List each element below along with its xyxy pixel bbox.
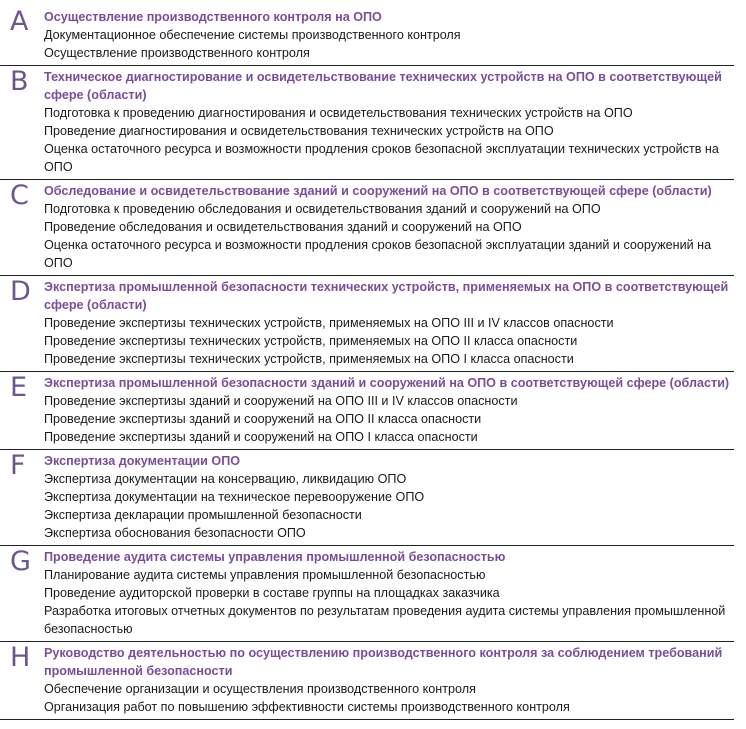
section-f (0, 450, 734, 546)
section-letter: A (10, 6, 29, 37)
list-item: Организация работ по повышению эффективности системы производственного контроля (44, 700, 570, 714)
list-item: Проведение экспертизы зданий и сооружений на ОПО II класса опасности (44, 412, 482, 426)
section-letter: F (10, 450, 26, 481)
section-letter: G (10, 546, 31, 577)
section-h (0, 642, 734, 720)
section-heading: Экспертиза промышленной безопасности технических устройств, применяемых на ОПО в соответствующей сфере (области) (44, 280, 729, 312)
section-letter: B (10, 66, 29, 97)
list-item: Подготовка к проведению обследования и освидетельствования зданий и сооружений на ОПО (44, 202, 601, 216)
section-g (0, 546, 734, 642)
section-heading: Проведение аудита системы управления промышленной безопасностью (44, 550, 506, 564)
list-item: Проведение экспертизы зданий и сооружений на ОПО III и IV классов опасности (44, 394, 518, 408)
section-letter: E (10, 372, 28, 403)
section-heading: Осуществление производственного контроля на ОПО (44, 10, 382, 24)
list-item: Обеспечение организации и осуществления производственного контроля (44, 682, 476, 696)
list-item: Проведение экспертизы технических устройств, применяемых на ОПО I класса опасности (44, 352, 574, 366)
section-e (0, 372, 734, 450)
list-item: Проведение экспертизы технических устройств, применяемых на ОПО III и IV классов опасности (44, 316, 614, 330)
list-item: Оценка остаточного ресурса и возможности продления сроков безопасной эксплуатации зданий и сооружений на ОПО (44, 238, 712, 270)
list-item: Экспертиза обоснования безопасности ОПО (44, 526, 306, 540)
list-item: Экспертиза документации на техническое перевооружение ОПО (44, 490, 425, 504)
section-letter: C (10, 180, 29, 211)
list-item: Оценка остаточного ресурса и возможности продления сроков безопасной эксплуатации технических устройств на ОПО (44, 142, 719, 174)
list-item: Подготовка к проведению диагностирования и освидетельствования технических устройств на ОПО (44, 106, 633, 120)
list-item: Планирование аудита системы управления промышленной безопасностью (44, 568, 486, 582)
list-item: Разработка итоговых отчетных документов по результатам проведения аудита системы управления промышленной безопасностью (44, 604, 726, 636)
list-item: Осуществление производственного контроля (44, 46, 310, 60)
section-d (0, 276, 734, 372)
section-b (0, 66, 734, 180)
section-a (0, 6, 734, 66)
list-item: Проведение диагностирования и освидетельствования технических устройств на ОПО (44, 124, 554, 138)
list-item: Проведение экспертизы зданий и сооружений на ОПО I класса опасности (44, 430, 478, 444)
section-heading: Руководство деятельностью по осуществлению производственного контроля за соблюдением требований промышленной безопасности (44, 646, 723, 678)
section-heading: Экспертиза документации ОПО (44, 454, 241, 468)
section-heading: Обследование и освидетельствование зданий и сооружений на ОПО в соответствующей сфере (области) (44, 184, 712, 198)
section-heading: Экспертиза промышленной безопасности зданий и сооружений на ОПО в соответствующей сфере (области) (44, 376, 730, 390)
list-item: Проведение аудиторской проверки в составе группы на площадках заказчика (44, 586, 500, 600)
section-letter: D (10, 276, 31, 307)
list-item: Проведение обследования и освидетельствования зданий и сооружений на ОПО (44, 220, 522, 234)
section-heading: Техническое диагностирование и освидетельствование технических устройств на ОПО в соответствующей сфере (области) (44, 70, 722, 102)
list-item: Экспертиза документации на консервацию, ликвидацию ОПО (44, 472, 407, 486)
list-item: Экспертиза декларации промышленной безопасности (44, 508, 362, 522)
section-c (0, 180, 734, 276)
section-letter: H (10, 642, 31, 673)
list-item: Документационное обеспечение системы производственного контроля (44, 28, 461, 42)
list-item: Проведение экспертизы технических устройств, применяемых на ОПО II класса опасности (44, 334, 578, 348)
